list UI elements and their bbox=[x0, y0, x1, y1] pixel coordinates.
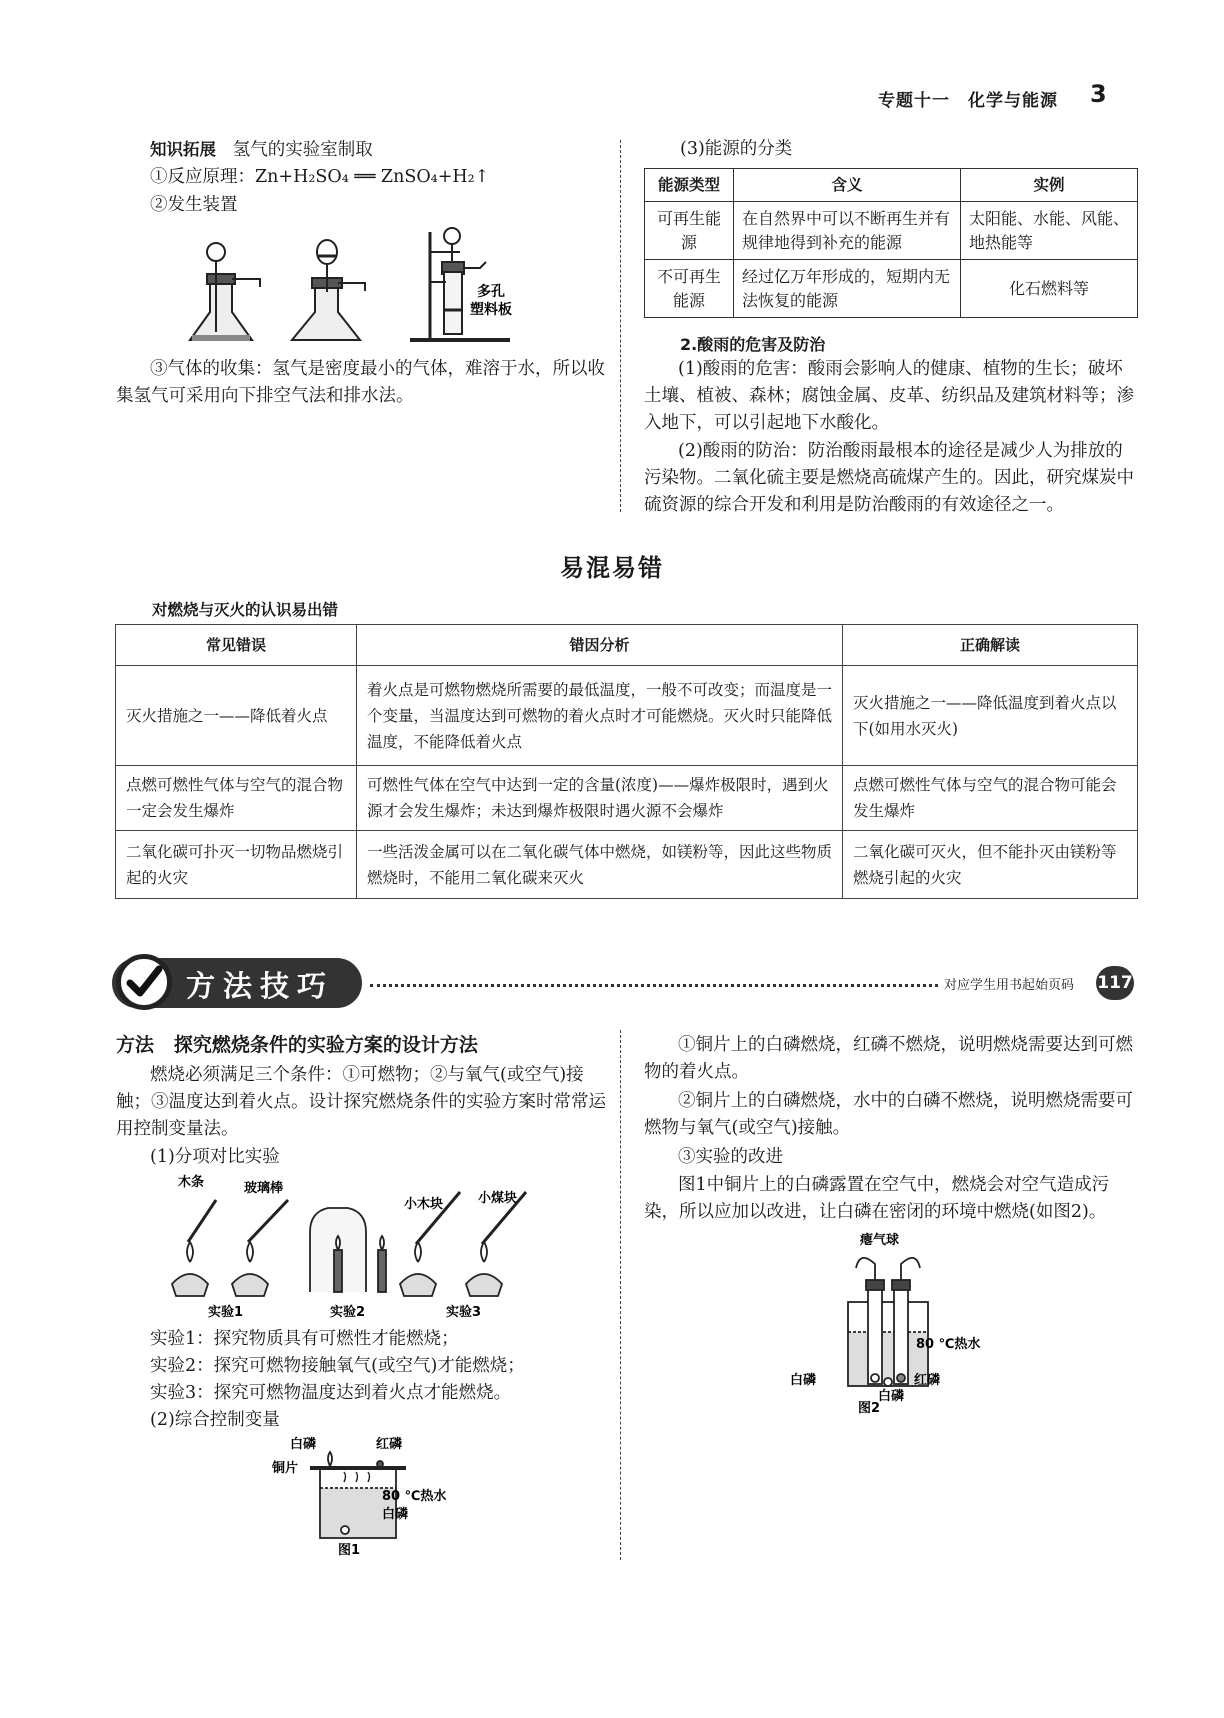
acid-rain-harm: (1)酸雨的危害：酸雨会影响人的健康、植物的生长；破坏土壤、植被、森林；腐蚀金属、皮革、纺织品及建筑材料等；渗入地下，可以引起地下水酸化。 bbox=[644, 359, 1134, 433]
table-header: 正确解读 bbox=[843, 625, 1138, 666]
conclusion-2: ②铜片上的白磷燃烧，水中的白磷不燃烧，说明燃烧需要可燃物与氧气(或空气)接触。 bbox=[644, 1091, 1133, 1138]
table-row bbox=[645, 260, 1138, 318]
fig1-label-white-p: 白磷 bbox=[290, 1437, 317, 1452]
fig1-label-water: 80 ℃热水 bbox=[382, 1489, 447, 1504]
fig-label-exp1: 实验1 bbox=[208, 1305, 244, 1320]
table-cell: 二氧化碳可灭火，但不能扑灭由镁粉等燃烧引起的火灾 bbox=[843, 831, 1138, 899]
method-label: 方法 bbox=[116, 1034, 155, 1056]
confusion-subtitle: 对燃烧与灭火的认识易出错 bbox=[152, 601, 339, 619]
energy-classification-table bbox=[644, 168, 1138, 318]
table-cell: 灭火措施之一——降低着火点 bbox=[116, 666, 357, 766]
figure-2 bbox=[790, 1228, 990, 1414]
fig2-label-red-p: 红磷 bbox=[914, 1373, 941, 1388]
fig1-caption: 图1 bbox=[338, 1543, 361, 1558]
column-divider-bottom bbox=[620, 1030, 621, 1560]
column-divider-top bbox=[620, 140, 621, 512]
banner-ref-text: 对应学生用书起始页码 bbox=[944, 978, 1075, 993]
fig-label-wood: 木条 bbox=[178, 1175, 205, 1190]
method-intro: 燃烧必须满足三个条件：①可燃物；②与氧气(或空气)接触；③温度达到着火点。设计探究燃烧条件的实验方案时常常运用控制变量法。 bbox=[116, 1065, 606, 1139]
collection-line-2: 集氢气可采用向下排空气法和排水法。 bbox=[116, 386, 414, 406]
table-cell: 一些活泼金属可以在二氧化碳气体中燃烧，如镁粉等，因此这些物质燃烧时，不能用二氧化碳来灭火 bbox=[357, 831, 843, 899]
table-cell: 在自然界中可以不断再生并有规律地得到补充的能源 bbox=[734, 202, 961, 260]
figure-1 bbox=[270, 1432, 460, 1558]
fig1-label-copper: 铜片 bbox=[272, 1461, 299, 1476]
improvement-text: 图1中铜片上的白磷露置在空气中，燃烧会对空气造成污染，所以应加以改进，让白磷在密闭的环境中燃烧(如图2)。 bbox=[644, 1175, 1110, 1222]
fig2-label-water: 80 ℃热水 bbox=[916, 1337, 981, 1352]
reaction-line bbox=[150, 164, 489, 191]
method-heading bbox=[116, 1030, 478, 1057]
fig2-label-white-p-left: 白磷 bbox=[790, 1373, 817, 1388]
knowledge-expand bbox=[150, 136, 373, 164]
fig-label-glass: 玻璃棒 bbox=[244, 1181, 284, 1196]
classification-title: (3)能源的分类 bbox=[680, 139, 793, 159]
fig2-caption: 图2 bbox=[858, 1401, 881, 1414]
table-cell: 经过亿万年形成的，短期内无法恢复的能源 bbox=[734, 260, 961, 318]
method-sub1: (1)分项对比实验 bbox=[150, 1147, 280, 1167]
device-caption-2: 塑料板 bbox=[470, 302, 512, 318]
exp3-text: 实验3：探究可燃物温度达到着火点才能燃烧。 bbox=[150, 1383, 512, 1403]
fig-label-exp3: 实验3 bbox=[446, 1305, 482, 1320]
fig2-label-balloon: 瘪气球 bbox=[860, 1233, 900, 1248]
table-row bbox=[116, 766, 1138, 831]
confusion-table bbox=[115, 624, 1138, 899]
acid-rain-title: 2.酸雨的危害及防治 bbox=[680, 335, 826, 354]
table-cell: 二氧化碳可扑灭一切物品燃烧引起的火灾 bbox=[116, 831, 357, 899]
fig2-label-white-p-bottom: 白磷 bbox=[878, 1389, 905, 1404]
table-cell: 可燃性气体在空气中达到一定的含量(浓度)——爆炸极限时，遇到火源才会发生爆炸；未达到爆炸极限时遇火源不会爆炸 bbox=[357, 766, 843, 831]
confusion-title: 易混易错 bbox=[560, 554, 664, 582]
exp2-text: 实验2：探究可燃物接触氧气(或空气)才能燃烧； bbox=[150, 1356, 525, 1376]
table-cell: 点燃可燃性气体与空气的混合物可能会发生爆炸 bbox=[843, 766, 1138, 831]
method-sub2: (2)综合控制变量 bbox=[150, 1410, 280, 1430]
fig-label-exp2: 实验2 bbox=[330, 1305, 366, 1320]
table-cell: 灭火措施之一——降低温度到着火点以下(如用水灭火) bbox=[843, 666, 1138, 766]
table-header: 常见错误 bbox=[116, 625, 357, 666]
device-caption-1: 多孔 bbox=[477, 284, 505, 300]
conclusion-1: ①铜片上的白磷燃烧，红磷不燃烧，说明燃烧需要达到可燃物的着火点。 bbox=[644, 1035, 1133, 1082]
table-row bbox=[116, 666, 1138, 766]
collection-line-1: ③气体的收集：氢气是密度最小的气体，难溶于水，所以收 bbox=[150, 359, 605, 379]
fig-label-small-wood: 小木块 bbox=[404, 1197, 444, 1212]
table-header: 能源类型 bbox=[645, 169, 734, 202]
gas-collection-text bbox=[116, 356, 606, 410]
experiments-figure bbox=[160, 1172, 570, 1320]
check-icon bbox=[116, 954, 172, 1010]
banner-title: 方法技巧 bbox=[186, 969, 335, 1003]
fig-label-small-coal: 小煤块 bbox=[478, 1191, 518, 1206]
table-cell: 太阳能、水能、风能、地热能等 bbox=[961, 202, 1138, 260]
reaction-equation: Zn+H₂SO₄ ══ ZnSO₄+H₂↑ bbox=[255, 167, 490, 187]
table-cell: 可再生能源 bbox=[645, 202, 734, 260]
banner-dots bbox=[370, 984, 938, 987]
table-row bbox=[116, 831, 1138, 899]
expand-title: 氢气的实验室制取 bbox=[232, 140, 373, 160]
fig1-label-red-p: 红磷 bbox=[376, 1437, 403, 1452]
methods-banner bbox=[112, 950, 1142, 1018]
acid-rain-prevention: (2)酸雨的防治：防治酸雨最根本的途径是减少人为排放的污染物。二氧化硫主要是燃烧高硫煤产生的。因此，研究煤炭中硫资源的综合开发和利用是防治酸雨的有效途径之一。 bbox=[644, 441, 1134, 515]
table-cell: 着火点是可燃物燃烧所需要的最低温度，一般不可改变；而温度是一个变量，当温度达到可燃物的着火点时才可能燃烧。灭火时只能降低温度，不能降低着火点 bbox=[357, 666, 843, 766]
hydrogen-apparatus-figure bbox=[180, 222, 560, 352]
page-number: 3 bbox=[1090, 80, 1107, 108]
banner-ref-page: 117 bbox=[1096, 966, 1134, 1000]
improvement-title: ③实验的改进 bbox=[678, 1147, 783, 1167]
table-header: 含义 bbox=[734, 169, 961, 202]
fig1-label-white-p2: 白磷 bbox=[382, 1507, 409, 1522]
exp1-text: 实验1：探究物质具有可燃性才能燃烧； bbox=[150, 1329, 459, 1349]
reaction-prefix: ①反应原理： bbox=[150, 167, 255, 187]
device-label: ②发生装置 bbox=[150, 195, 238, 215]
table-header: 错因分析 bbox=[357, 625, 843, 666]
table-cell: 不可再生能源 bbox=[645, 260, 734, 318]
table-header-row bbox=[645, 169, 1138, 202]
table-header-row bbox=[116, 625, 1138, 666]
expand-label: 知识拓展 bbox=[150, 140, 216, 159]
method-title: 探究燃烧条件的实验方案的设计方法 bbox=[173, 1034, 478, 1056]
table-cell: 化石燃料等 bbox=[961, 260, 1138, 318]
table-cell: 点燃可燃性气体与空气的混合物一定会发生爆炸 bbox=[116, 766, 357, 831]
table-header: 实例 bbox=[961, 169, 1138, 202]
table-row bbox=[645, 202, 1138, 260]
chapter-title: 专题十一 化学与能源 bbox=[878, 91, 1058, 111]
